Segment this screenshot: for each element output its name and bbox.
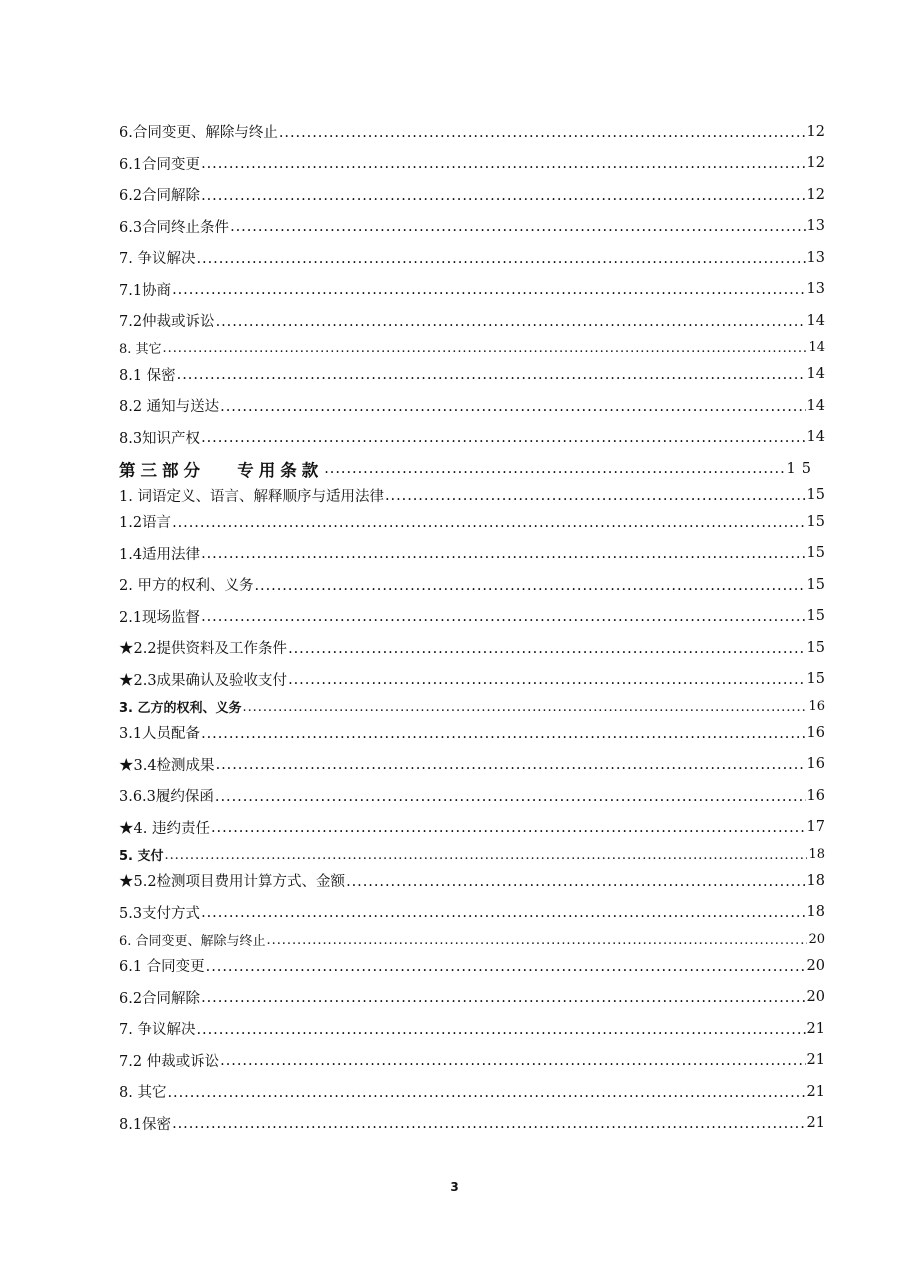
toc-entry-page: 12	[806, 186, 825, 203]
toc-entry-title: 6.3合同终止条件	[119, 219, 230, 236]
toc-entry-title: 6.2合同解除	[119, 990, 201, 1007]
toc-leader-dots	[243, 701, 807, 714]
toc-entry[interactable]	[119, 928, 825, 950]
toc-entry-title: 1.4适用法律	[119, 546, 201, 563]
toc-entry-page: 18	[808, 846, 825, 862]
toc-leader-dots	[279, 126, 806, 141]
toc-entry-title: 5. 支付	[119, 848, 164, 864]
toc-entry-page: 15	[806, 671, 825, 688]
toc-entry-title: 第三部分 专用条款	[119, 460, 324, 480]
toc-entry-page: 16	[806, 787, 825, 804]
toc-entry-page: 18	[806, 904, 825, 921]
toc-entry[interactable]	[119, 601, 825, 633]
toc-entry[interactable]	[119, 1076, 825, 1108]
toc-leader-dots	[201, 727, 805, 742]
toc-entry[interactable]	[119, 211, 825, 243]
toc-leader-dots	[324, 462, 785, 477]
toc-leader-dots	[167, 1086, 805, 1101]
toc-entry-title: 6. 合同变更、解除与终止	[119, 933, 266, 949]
toc-entry-title: ★3.4检测成果	[119, 757, 215, 774]
toc-leader-dots	[211, 821, 806, 836]
toc-leader-dots	[288, 642, 805, 657]
toc-entry[interactable]	[119, 305, 825, 337]
toc-leader-dots	[165, 849, 807, 862]
toc-entry-page: 16	[808, 698, 825, 714]
toc-leader-dots	[201, 991, 805, 1006]
toc-leader-dots	[220, 1054, 805, 1069]
toc-entry[interactable]	[119, 1013, 825, 1045]
toc-entry[interactable]	[119, 717, 825, 749]
toc-leader-dots	[201, 547, 805, 562]
toc-leader-dots	[177, 368, 806, 383]
toc-leader-dots	[201, 906, 805, 921]
toc-leader-dots	[196, 252, 805, 267]
toc-entry-page: 15	[806, 545, 825, 562]
toc-entry-title: 8.3知识产权	[119, 430, 201, 447]
toc-entry[interactable]	[119, 484, 825, 506]
toc-entry-page: 18	[806, 872, 825, 889]
toc-entry-title: 1. 词语定义、语言、解释顺序与适用法律	[119, 488, 384, 505]
toc-entry[interactable]	[119, 179, 825, 211]
toc-entry[interactable]	[119, 148, 825, 180]
toc-leader-dots	[201, 431, 805, 446]
toc-entry[interactable]	[119, 506, 825, 538]
toc-leader-dots	[196, 1023, 805, 1038]
toc-entry-title: 3.6.3履约保函	[119, 789, 214, 806]
toc-leader-dots	[220, 400, 805, 415]
toc-leader-dots	[172, 516, 805, 531]
toc-entry[interactable]	[119, 865, 825, 897]
toc-entry[interactable]	[119, 116, 825, 148]
toc-entry-page: 13	[806, 281, 825, 298]
toc-leader-dots	[216, 758, 806, 773]
toc-entry[interactable]	[119, 950, 825, 982]
toc-entry-title: 3.1人员配备	[119, 726, 201, 743]
toc-leader-dots	[215, 790, 806, 805]
toc-entry-page: 21	[806, 1083, 825, 1100]
toc-entry[interactable]	[119, 982, 825, 1014]
toc-entry-title: 8.1保密	[119, 1116, 172, 1133]
toc-entry-page: 13	[806, 218, 825, 235]
toc-leader-dots	[201, 189, 805, 204]
toc-entry-page: 14	[806, 312, 825, 329]
toc-leader-dots	[172, 1117, 805, 1132]
toc-leader-dots	[230, 220, 805, 235]
toc-entry[interactable]	[119, 632, 825, 664]
toc-entry-page: 20	[808, 931, 825, 947]
toc-entry[interactable]	[119, 422, 825, 454]
toc-entry-page: 15	[786, 460, 817, 477]
toc-entry-title: 1.2语言	[119, 515, 172, 532]
toc-leader-dots	[385, 489, 806, 504]
toc-entry-page: 14	[806, 429, 825, 446]
toc-entry-page: 14	[806, 366, 825, 383]
toc-entry-title: ★2.2提供资料及工作条件	[119, 641, 288, 658]
toc-entry-page: 14	[806, 397, 825, 414]
toc-entry-title: 2.1现场监督	[119, 609, 201, 626]
toc-entry[interactable]	[119, 359, 825, 391]
toc-entry-page: 15	[806, 487, 825, 503]
toc-leader-dots	[201, 157, 805, 172]
toc-entry-title: 6.1合同变更	[119, 156, 201, 173]
toc-leader-dots	[254, 579, 805, 594]
toc-entry-page: 21	[806, 1020, 825, 1037]
toc-leader-dots	[288, 673, 805, 688]
toc-entry-page: 17	[806, 819, 825, 836]
toc-entry[interactable]	[119, 780, 825, 812]
toc-entry[interactable]	[119, 749, 825, 781]
toc-entry-page: 15	[806, 608, 825, 625]
toc-leader-dots	[346, 875, 805, 890]
toc-leader-dots	[163, 342, 807, 355]
toc-leader-dots	[216, 315, 806, 330]
toc-entry[interactable]	[119, 569, 825, 601]
toc-entry-page: 14	[808, 340, 825, 355]
toc-entry-title: ★4. 违约责任	[119, 820, 210, 837]
toc-entry-page: 13	[806, 249, 825, 266]
toc-entry-title: 8. 其它	[119, 1085, 167, 1102]
toc-entry[interactable]	[119, 812, 825, 844]
toc-entry-title: 3. 乙方的权利、义务	[119, 700, 242, 716]
toc-entry-page: 15	[806, 576, 825, 593]
toc-entry-title: 8.2 通知与送达	[119, 399, 220, 416]
toc-entry-page: 15	[806, 513, 825, 530]
toc-entry-page: 12	[806, 123, 825, 140]
toc-section-heading[interactable]	[119, 453, 825, 484]
toc-entry[interactable]	[119, 843, 825, 865]
toc-entry-page: 20	[806, 957, 825, 974]
toc-entry[interactable]	[119, 695, 825, 717]
toc-entry[interactable]	[119, 664, 825, 696]
toc-entry-page: 21	[806, 1052, 825, 1069]
toc-entry-title: 5.3支付方式	[119, 905, 201, 922]
toc-entry-title: 6.1 合同变更	[119, 959, 205, 976]
page-number: 3	[450, 1180, 459, 1194]
toc-entry-title: 8.1 保密	[119, 367, 176, 384]
toc-entry[interactable]	[119, 274, 825, 306]
toc-entry-page: 21	[806, 1115, 825, 1132]
toc-entry-title: 8. 其它	[119, 342, 162, 357]
toc-entry[interactable]	[119, 390, 825, 422]
toc-entry-page: 12	[806, 155, 825, 172]
table-of-contents	[119, 116, 825, 1139]
toc-entry-title: 2. 甲方的权利、义务	[119, 578, 254, 595]
toc-entry-title: 6.合同变更、解除与终止	[119, 125, 278, 142]
toc-entry-title: ★5.2检测项目费用计算方式、金额	[119, 874, 346, 891]
toc-leader-dots	[267, 934, 807, 947]
toc-leader-dots	[172, 283, 805, 298]
toc-entry-page: 20	[806, 989, 825, 1006]
toc-entry-title: 6.2合同解除	[119, 188, 201, 205]
toc-entry-title: ★2.3成果确认及验收支付	[119, 672, 288, 689]
toc-leader-dots	[201, 610, 805, 625]
toc-entry[interactable]	[119, 242, 825, 274]
toc-entry[interactable]	[119, 337, 825, 359]
toc-entry-title: 7.1协商	[119, 282, 172, 299]
toc-entry-title: 7.2 仲裁或诉讼	[119, 1053, 220, 1070]
toc-entry-page: 16	[806, 724, 825, 741]
toc-entry-page: 16	[806, 756, 825, 773]
toc-entry[interactable]	[119, 1045, 825, 1077]
toc-entry-page: 15	[806, 639, 825, 656]
toc-entry[interactable]	[119, 1108, 825, 1140]
toc-entry-title: 7. 争议解决	[119, 251, 196, 268]
toc-leader-dots	[206, 960, 806, 975]
toc-entry[interactable]	[119, 897, 825, 929]
toc-entry-title: 7. 争议解决	[119, 1022, 196, 1039]
toc-entry-title: 7.2仲裁或诉讼	[119, 314, 215, 331]
toc-entry[interactable]	[119, 538, 825, 570]
